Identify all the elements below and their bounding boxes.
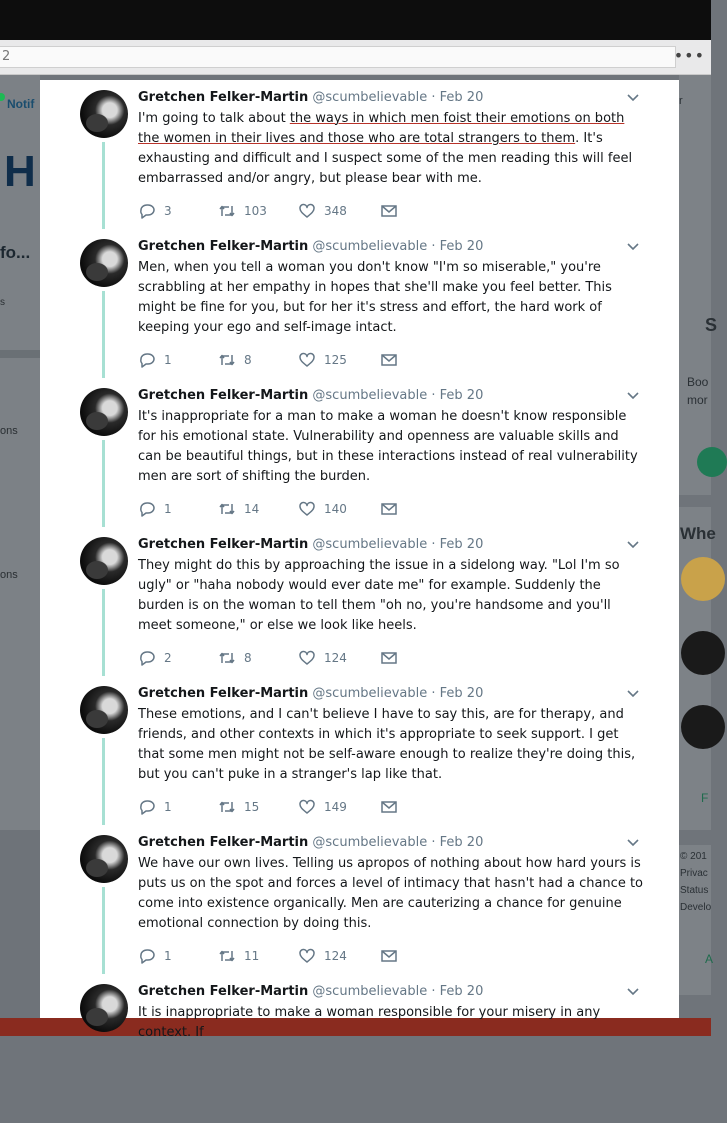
tweet-date[interactable]: Feb 20 (439, 239, 484, 254)
tweet (40, 229, 679, 378)
author-name[interactable]: Gretchen Felker-Martin (138, 90, 309, 105)
chevron-down-icon[interactable] (627, 390, 639, 402)
chevron-down-icon[interactable] (627, 986, 639, 998)
avatar[interactable] (80, 239, 128, 287)
author-name[interactable]: Gretchen Felker-Martin (138, 239, 309, 254)
heart-icon (298, 500, 316, 518)
tweet-text-suffix: . It's exhausting and difficult and I suspect some of the men reading this will feel embarrassed and/or angry, but please bear with me. (138, 131, 633, 186)
heart-icon (298, 202, 316, 220)
like-count: 149 (324, 800, 347, 814)
window-top-bar (0, 0, 711, 40)
tweet-text-prefix: I'm going to talk about (138, 111, 290, 126)
author-handle[interactable]: @scumbelievable (312, 686, 428, 701)
reply-button[interactable] (138, 797, 172, 817)
tweet-actions (138, 797, 438, 817)
avatar[interactable] (80, 388, 128, 436)
tweet-text (138, 109, 643, 189)
background-avatar-3 (681, 705, 725, 749)
tweet (40, 825, 679, 974)
reply-icon (138, 947, 156, 965)
retweet-count: 103 (244, 204, 267, 218)
envelope-icon (380, 202, 398, 220)
background-fragment-s: S (705, 315, 718, 335)
avatar[interactable] (80, 90, 128, 138)
reply-button[interactable] (138, 499, 172, 519)
background-heading: fo... (0, 243, 31, 262)
like-button[interactable] (298, 350, 347, 370)
tweet-header (138, 388, 483, 403)
author-handle[interactable]: @scumbelievable (312, 537, 428, 552)
browser-menu-icon[interactable]: ••• (673, 46, 705, 65)
thread-line (102, 142, 105, 229)
tweet-text: It is inappropriate to make a woman responsible for your misery in any context. If (138, 1005, 601, 1040)
tweet (40, 378, 679, 527)
tweet-text: These emotions, and I can't believe I have to say this, are for therapy, and friends, and other contexts in which it's appropriate to seek support. I get that some men might not be self-aware enough to realize they're doing this, but you can't puke in a stranger's lap like that. (138, 707, 636, 782)
avatar[interactable] (80, 835, 128, 883)
chevron-down-icon[interactable] (627, 92, 639, 104)
chevron-down-icon[interactable] (627, 688, 639, 700)
tweet-text: They might do this by approaching the issue in a sidelong way. "Lol I'm so ugly" or "haha nobody would ever date me" for example. Suddenly the burden is on the woman to tell them "oh no, you're handsome and you'll meet someone," or else we look like heels. (138, 558, 620, 633)
like-button[interactable] (298, 946, 347, 966)
heart-icon (298, 798, 316, 816)
tweet-thread-modal (40, 80, 679, 1040)
reply-count: 1 (164, 502, 172, 516)
author-handle[interactable]: @scumbelievable (312, 239, 428, 254)
tweet (40, 80, 679, 229)
reply-count: 2 (164, 651, 172, 665)
reply-button[interactable] (138, 201, 172, 221)
tweet-date[interactable]: Feb 20 (439, 984, 484, 999)
thread-line (102, 440, 105, 527)
author-handle[interactable]: @scumbelievable (312, 835, 428, 850)
reply-button[interactable] (138, 946, 172, 966)
heart-icon (298, 351, 316, 369)
retweet-icon (218, 202, 236, 220)
background-right-panel (679, 75, 711, 495)
reply-icon (138, 798, 156, 816)
direct-message-button[interactable] (380, 499, 398, 519)
author-name[interactable]: Gretchen Felker-Martin (138, 686, 309, 701)
tweet-text: It's inappropriate for a man to make a woman he doesn't know responsible for his emotional state. Vulnerability and openness are valuable skills and can be beautiful things, but in these interactions instead of real vulnerability men are sort of shifting the burden. (138, 409, 638, 484)
background-left-column (0, 75, 40, 1035)
reply-button[interactable] (138, 350, 172, 370)
like-button[interactable] (298, 499, 347, 519)
retweet-count: 14 (244, 502, 260, 516)
tweet-text: We have our own lives. Telling us apropos of nothing about how hard yours is puts us on the spot and forces a level of intimacy that hasn't had a chance to come into existence organically. Men are cauterizing a chance for genuine emotional connection by doing this. (138, 856, 644, 931)
author-handle[interactable]: @scumbelievable (312, 388, 428, 403)
reply-count: 1 (164, 949, 172, 963)
tweet-text-underlined: the ways in which men foist their emotions on both the women in their lives and those who are total strangers to them (138, 111, 625, 146)
tweet-header (138, 984, 483, 999)
avatar[interactable] (80, 686, 128, 734)
reply-icon (138, 649, 156, 667)
retweet-icon (218, 947, 236, 965)
separator: · (431, 537, 436, 552)
tweet-date[interactable]: Feb 20 (439, 686, 484, 701)
direct-message-button[interactable] (380, 946, 398, 966)
background-divider (0, 350, 40, 358)
avatar[interactable] (80, 537, 128, 585)
like-count: 348 (324, 204, 347, 218)
background-fragment-boo: Boo (687, 375, 709, 389)
background-find-people-link: F (701, 791, 709, 805)
tweet-text: Men, when you tell a woman you don't know "I'm so miserable," you're scrabbling at her empathy in hopes that she'll make you feel better. This might be fine for you, but for her it's stress and effort, the hard work of keeping your ego and self-image intact. (138, 260, 612, 335)
direct-message-button[interactable] (380, 350, 398, 370)
tweet-date[interactable]: Feb 20 (439, 537, 484, 552)
retweet-icon (218, 500, 236, 518)
retweet-button[interactable] (218, 499, 259, 519)
envelope-icon (380, 500, 398, 518)
tweet-header (138, 90, 483, 105)
author-name[interactable]: Gretchen Felker-Martin (138, 835, 309, 850)
thread-line (102, 291, 105, 378)
tweet (40, 527, 679, 676)
retweet-count: 8 (244, 353, 252, 367)
avatar[interactable] (80, 984, 128, 1032)
chevron-down-icon[interactable] (627, 241, 639, 253)
tweet-date[interactable]: Feb 20 (439, 90, 484, 105)
thread-line (102, 589, 105, 676)
direct-message-button[interactable] (380, 201, 398, 221)
tweet-actions (138, 350, 438, 370)
tweet-actions (138, 946, 438, 966)
like-count: 125 (324, 353, 347, 367)
like-count: 140 (324, 502, 347, 516)
retweet-icon (218, 351, 236, 369)
background-ons-2: ons (0, 569, 18, 581)
retweet-button[interactable] (218, 946, 259, 966)
reply-icon (138, 500, 156, 518)
like-count: 124 (324, 949, 347, 963)
separator: · (431, 984, 436, 999)
background-status-link: Status (680, 885, 709, 896)
author-name[interactable]: Gretchen Felker-Martin (138, 388, 309, 403)
like-count: 124 (324, 651, 347, 665)
author-handle[interactable]: @scumbelievable (312, 90, 428, 105)
retweet-button[interactable] (218, 201, 267, 221)
background-right-column (679, 75, 718, 1035)
tweet-header (138, 537, 483, 552)
background-fragment-r: r (679, 95, 683, 107)
direct-message-button[interactable] (380, 648, 398, 668)
chevron-down-icon[interactable] (627, 539, 639, 551)
tweet (40, 676, 679, 825)
direct-message-button[interactable] (380, 797, 398, 817)
background-ons-1: ons (0, 425, 18, 437)
heart-icon (298, 649, 316, 667)
like-button[interactable] (298, 648, 347, 668)
reply-icon (138, 351, 156, 369)
background-s: s (0, 297, 5, 308)
background-copyright: © 201 (680, 851, 707, 862)
retweet-count: 15 (244, 800, 260, 814)
envelope-icon (380, 947, 398, 965)
tweet-actions (138, 201, 438, 221)
separator: · (431, 835, 436, 850)
background-privacy-link: Privac (680, 868, 708, 879)
tweet-date[interactable]: Feb 20 (439, 835, 484, 850)
retweet-button[interactable] (218, 350, 252, 370)
retweet-count: 11 (244, 949, 260, 963)
background-who-to-follow-heading: Whe (680, 524, 716, 543)
retweet-button[interactable] (218, 648, 252, 668)
tweet-header (138, 835, 483, 850)
background-ads-link: A (705, 952, 714, 966)
reply-button[interactable] (138, 648, 172, 668)
author-name[interactable]: Gretchen Felker-Martin (138, 537, 309, 552)
tweet-actions (138, 499, 438, 519)
heart-icon (298, 947, 316, 965)
separator: · (431, 90, 436, 105)
separator: · (431, 239, 436, 254)
background-developers-link: Develo (680, 902, 712, 913)
reply-icon (138, 202, 156, 220)
retweet-count: 8 (244, 651, 252, 665)
separator: · (431, 388, 436, 403)
address-bar[interactable]: 2 (0, 46, 676, 68)
like-button[interactable] (298, 201, 347, 221)
author-name[interactable]: Gretchen Felker-Martin (138, 984, 309, 999)
envelope-icon (380, 649, 398, 667)
tweet-actions (138, 648, 438, 668)
chevron-down-icon[interactable] (627, 837, 639, 849)
background-big-letter: H (4, 147, 36, 196)
envelope-icon (380, 351, 398, 369)
retweet-button[interactable] (218, 797, 259, 817)
envelope-icon (380, 798, 398, 816)
background-notifications-label: Notif (7, 97, 35, 111)
author-handle[interactable]: @scumbelievable (312, 984, 428, 999)
browser-toolbar (0, 40, 711, 75)
separator: · (431, 686, 436, 701)
like-button[interactable] (298, 797, 347, 817)
background-follow-button (697, 447, 727, 477)
retweet-icon (218, 798, 236, 816)
reply-count: 3 (164, 204, 172, 218)
thread-line (102, 738, 105, 825)
reply-count: 1 (164, 800, 172, 814)
tweet (40, 974, 679, 1123)
reply-count: 1 (164, 353, 172, 367)
thread-line (102, 887, 105, 974)
tweet-date[interactable]: Feb 20 (439, 388, 484, 403)
background-avatar-2 (681, 631, 725, 675)
retweet-icon (218, 649, 236, 667)
background-fragment-mor: mor (687, 393, 708, 407)
tweet-header (138, 239, 483, 254)
tweet-header (138, 686, 483, 701)
background-avatar-1 (681, 557, 725, 601)
